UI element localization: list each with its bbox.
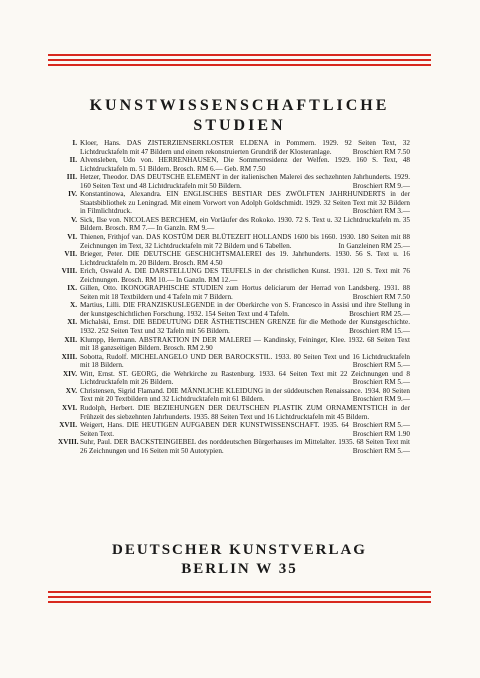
publisher-city: BERLIN W 35 [181, 561, 298, 577]
list-item-text [80, 387, 410, 404]
list-item-number: IX. [67, 284, 77, 293]
list-item-description: Rudolph, Herbert. DIE BEZIEHUNGEN DER DEUTSCHEN PLASTIK ZUM ORNAMENTSTICH in der Frühzeit des siebzehnten Jahrhunderts. 1935. 88 Seiten Text und 16 Lichtdrucktafeln mit 45 Bildern. [80, 403, 410, 421]
list-item-price: Broschiert RM 9.— [352, 181, 410, 190]
list-item-description: Hetzer, Theodor. DAS DEUTSCHE ELEMENT in der italienischen Malerei des sechzehnten Jahrhunderts. 1929. 160 Seiten Text und 48 Lichtdrucktafeln mit 50 Bildern. [80, 173, 410, 190]
list-item-text [80, 421, 410, 438]
list-item-description: Klumpp, Hermann. ABSTRAKTION IN DER MALEREI — Kandinsky, Feininger, Klee. 1932. 68 Seiten Text mit 18 ganzseitigen Bildern. Brosch. RM 2.90 [80, 335, 410, 353]
list-item-price: Broschiert RM 15.— [349, 327, 410, 336]
rule-line [48, 596, 431, 598]
list-item-price: Broschiert RM 5.— [352, 378, 410, 387]
list-item-text [80, 190, 410, 216]
list-item-number: VI. [67, 233, 77, 242]
list-item-description: Sick, Ilse von. NICOLAES BERCHEM, ein Vorläufer des Rokoko. 1930. 72 S. Text u. 32 Lichtdrucktafeln m. 35 Bildern. Brosch. RM 7.— In Ganzln. RM 9.— [80, 215, 410, 233]
list-item-price: Broschiert RM 5.— [352, 421, 410, 430]
list-item [66, 173, 410, 190]
list-item-number: XV. [65, 386, 77, 395]
list-item-number: VIII. [61, 267, 77, 276]
list-item-description: Weigert, Hans. DIE HEUTIGEN AUFGABEN DER KUNSTWISSENSCHAFT. 1935. 64 Seiten Text. [80, 421, 349, 438]
list-item-number: XI. [67, 318, 77, 327]
list-item [61, 352, 410, 370]
list-item-number: XIV. [62, 369, 77, 378]
list-item-number: X. [70, 301, 77, 310]
list-item [64, 335, 410, 353]
list-item [61, 267, 410, 284]
list-item [72, 139, 410, 156]
list-item-price: Broschiert RM 5.— [352, 361, 410, 370]
list-item-price: Broschiert RM 5.— [352, 446, 410, 455]
list-item-text [80, 267, 410, 284]
list-item [68, 190, 410, 216]
list-item-text [80, 438, 410, 455]
rule-line [48, 59, 431, 61]
publisher-imprint [48, 541, 431, 579]
list-item [67, 233, 410, 250]
list-item-description: Brieger, Peter. DIE DEUTSCHE GESCHICHTSMALEREI des 19. Jahrhunderts. 1930. 56 S. Text u. 16 Lichtdrucktafeln m. 20 Bildern. Brosch. RM 4.50 [80, 250, 410, 267]
list-item-text [80, 318, 410, 335]
list-item-description: Alvensleben, Udo von. HERRENHAUSEN, Die Sommerresidenz der Welfen. 1929. 160 S. Text, 48 Lichtdrucktafeln m. 51 Bildern. Brosch. RM 6.— Geb. RM 7.50 [80, 156, 410, 173]
list-item-text [80, 336, 410, 353]
list-item-description: Gillen, Otto. IKONOGRAPHISCHE STUDIEN zum Hortus deliciarum der Herrad von Landsberg. 1931. 88 Seiten mit 18 Textbildern und 4 Tafeln mit 7 Bildern. [80, 284, 410, 301]
rule-line [48, 591, 431, 593]
list-item-price: Broschiert RM 1.90 [352, 429, 410, 438]
list-item-number: II. [69, 156, 77, 165]
list-item-description: Suhr, Paul. DER BACKSTEINGIEBEL des norddeutschen Bürgerhauses im Mittelalter. 1935. 68 Seiten Text mit 26 Zeichnungen und 16 Seiten mit 50 Autotypien. [80, 438, 410, 455]
list-item-number: XIII. [61, 352, 77, 361]
list-item-price: Broschiert RM 25.— [349, 309, 410, 318]
list-item-description: Michalski, Ernst. DIE BEDEUTUNG DER ÄSTHETISCHEN GRENZE für die Methode der Kunstgeschichte. 1932. 252 Seiten Text und 32 Tafeln mit 56 Bildern. [80, 318, 410, 336]
list-item [58, 438, 410, 455]
list-item-number: XVI. [62, 403, 77, 412]
list-item-price: Broschiert RM 3.— [352, 207, 410, 216]
list-item [70, 215, 410, 233]
bottom-decorative-rules [48, 591, 431, 606]
list-item-text [80, 353, 410, 370]
list-item [65, 386, 410, 404]
list-item-number: XVII. [59, 421, 77, 430]
rule-line [48, 54, 431, 56]
list-item [59, 421, 410, 438]
list-item [70, 301, 410, 318]
title-line-1: KUNSTWISSENSCHAFTLICHE [89, 97, 390, 114]
list-item-price: Broschiert RM 7.50 [352, 292, 410, 301]
list-item-text [80, 370, 410, 387]
list-item-text [80, 173, 410, 190]
list-item-description: Christensen, Sigrid Flamand. DIE MÄNNLICHE KLEIDUNG in der süddeutschen Renaissance. 1934. 80 Seiten Text mit 20 Textbildern und 32 Lichtdrucktafeln mit 61 Bildern. [80, 386, 410, 404]
list-item-number: XII. [64, 335, 77, 344]
list-item [64, 250, 410, 267]
list-item-number: V. [70, 215, 77, 224]
list-item-description: Erich, Oswald A. DIE DARSTELLUNG DES TEUFELS in der christlichen Kunst. 1931. 120 S. Text mit 76 Zeichnungen. Brosch. RM 10.— In Ganzln. RM 12.— [80, 267, 410, 284]
rule-line [48, 64, 431, 66]
list-item-text [80, 301, 410, 318]
list-item-text [80, 216, 410, 233]
publisher-name: DEUTSCHER KUNSTVERLAG [112, 542, 367, 558]
list-item-description: Sobotta, Rudolf. MICHELANGELO UND DER BAROCKSTIL. 1933. 80 Seiten Text und 16 Lichtdrucktafeln mit 18 Bildern. [80, 352, 410, 370]
list-item-price: Broschiert RM 7.50 [352, 147, 410, 156]
list-item-description: Kloer, Hans. DAS ZISTERZIENSERKLOSTER ELDENA in Pommern. 1929. 92 Seiten Text, 32 Lichtdrucktafeln mit 47 Bildern und einem rekonstruierten Grundriß der Klosteranlage. [80, 139, 410, 156]
list-item-number: IV. [68, 190, 77, 199]
list-item [67, 318, 410, 336]
list-item-price: Broschiert RM 9.— [352, 395, 410, 404]
list-item-text [80, 250, 410, 267]
list-item-text [80, 139, 410, 156]
list-item-number: XVIII. [58, 438, 79, 447]
list-item-price: In Ganzleinen RM 25.— [338, 241, 410, 250]
title-line-2: STUDIEN [193, 117, 286, 134]
list-item [69, 156, 410, 173]
top-decorative-rules [48, 54, 431, 69]
page-title [48, 96, 431, 136]
list-item-description: Konstantinowa, Alexandra. EIN ENGLISCHES BESTIAR DES ZWÖLFTEN JAHRHUNDERTS in der Staatsbibliothek zu Leningrad. Mit einem Vorwort von Adolph Goldschmidt. 1929. 32 Seiten Text mit 32 Bildern in Filmlichtdruck. [80, 190, 410, 216]
list-item-number: I. [72, 139, 77, 147]
list-item-text [80, 233, 410, 250]
list-item-text [80, 156, 410, 173]
series-list [58, 139, 410, 455]
list-item-description: Witt, Ernst. ST. GEORG, die Wehrkirche zu Rastenburg. 1933. 64 Seiten Text mit 22 Zeichnungen und 8 Lichtdrucktafeln mit 26 Bildern. [80, 369, 410, 387]
rule-line [48, 601, 431, 603]
list-item-description: Thienen, Frithjof van. DAS KOSTÜM DER BLÜTEZEIT HOLLANDS 1600 bis 1660. 1930. 180 Seiten mit 88 Zeichnungen im Text, 32 Lichtdrucktafeln mit 72 Bildern und 6 Tabellen. [80, 233, 410, 250]
list-item-number: VII. [64, 250, 77, 259]
list-item-description: Martius, Lilli. DIE FRANZISKUSLEGENDE in der Oberkirche von S. Francesco in Assisi und ihre Stellung in der kunstgeschichtlichen Forschung. 1932. 154 Seiten Text und 4 Tafeln. [80, 301, 410, 318]
list-item-number: III. [66, 173, 77, 182]
list-item [67, 284, 410, 301]
list-item [62, 369, 410, 387]
list-item-text [80, 284, 410, 301]
